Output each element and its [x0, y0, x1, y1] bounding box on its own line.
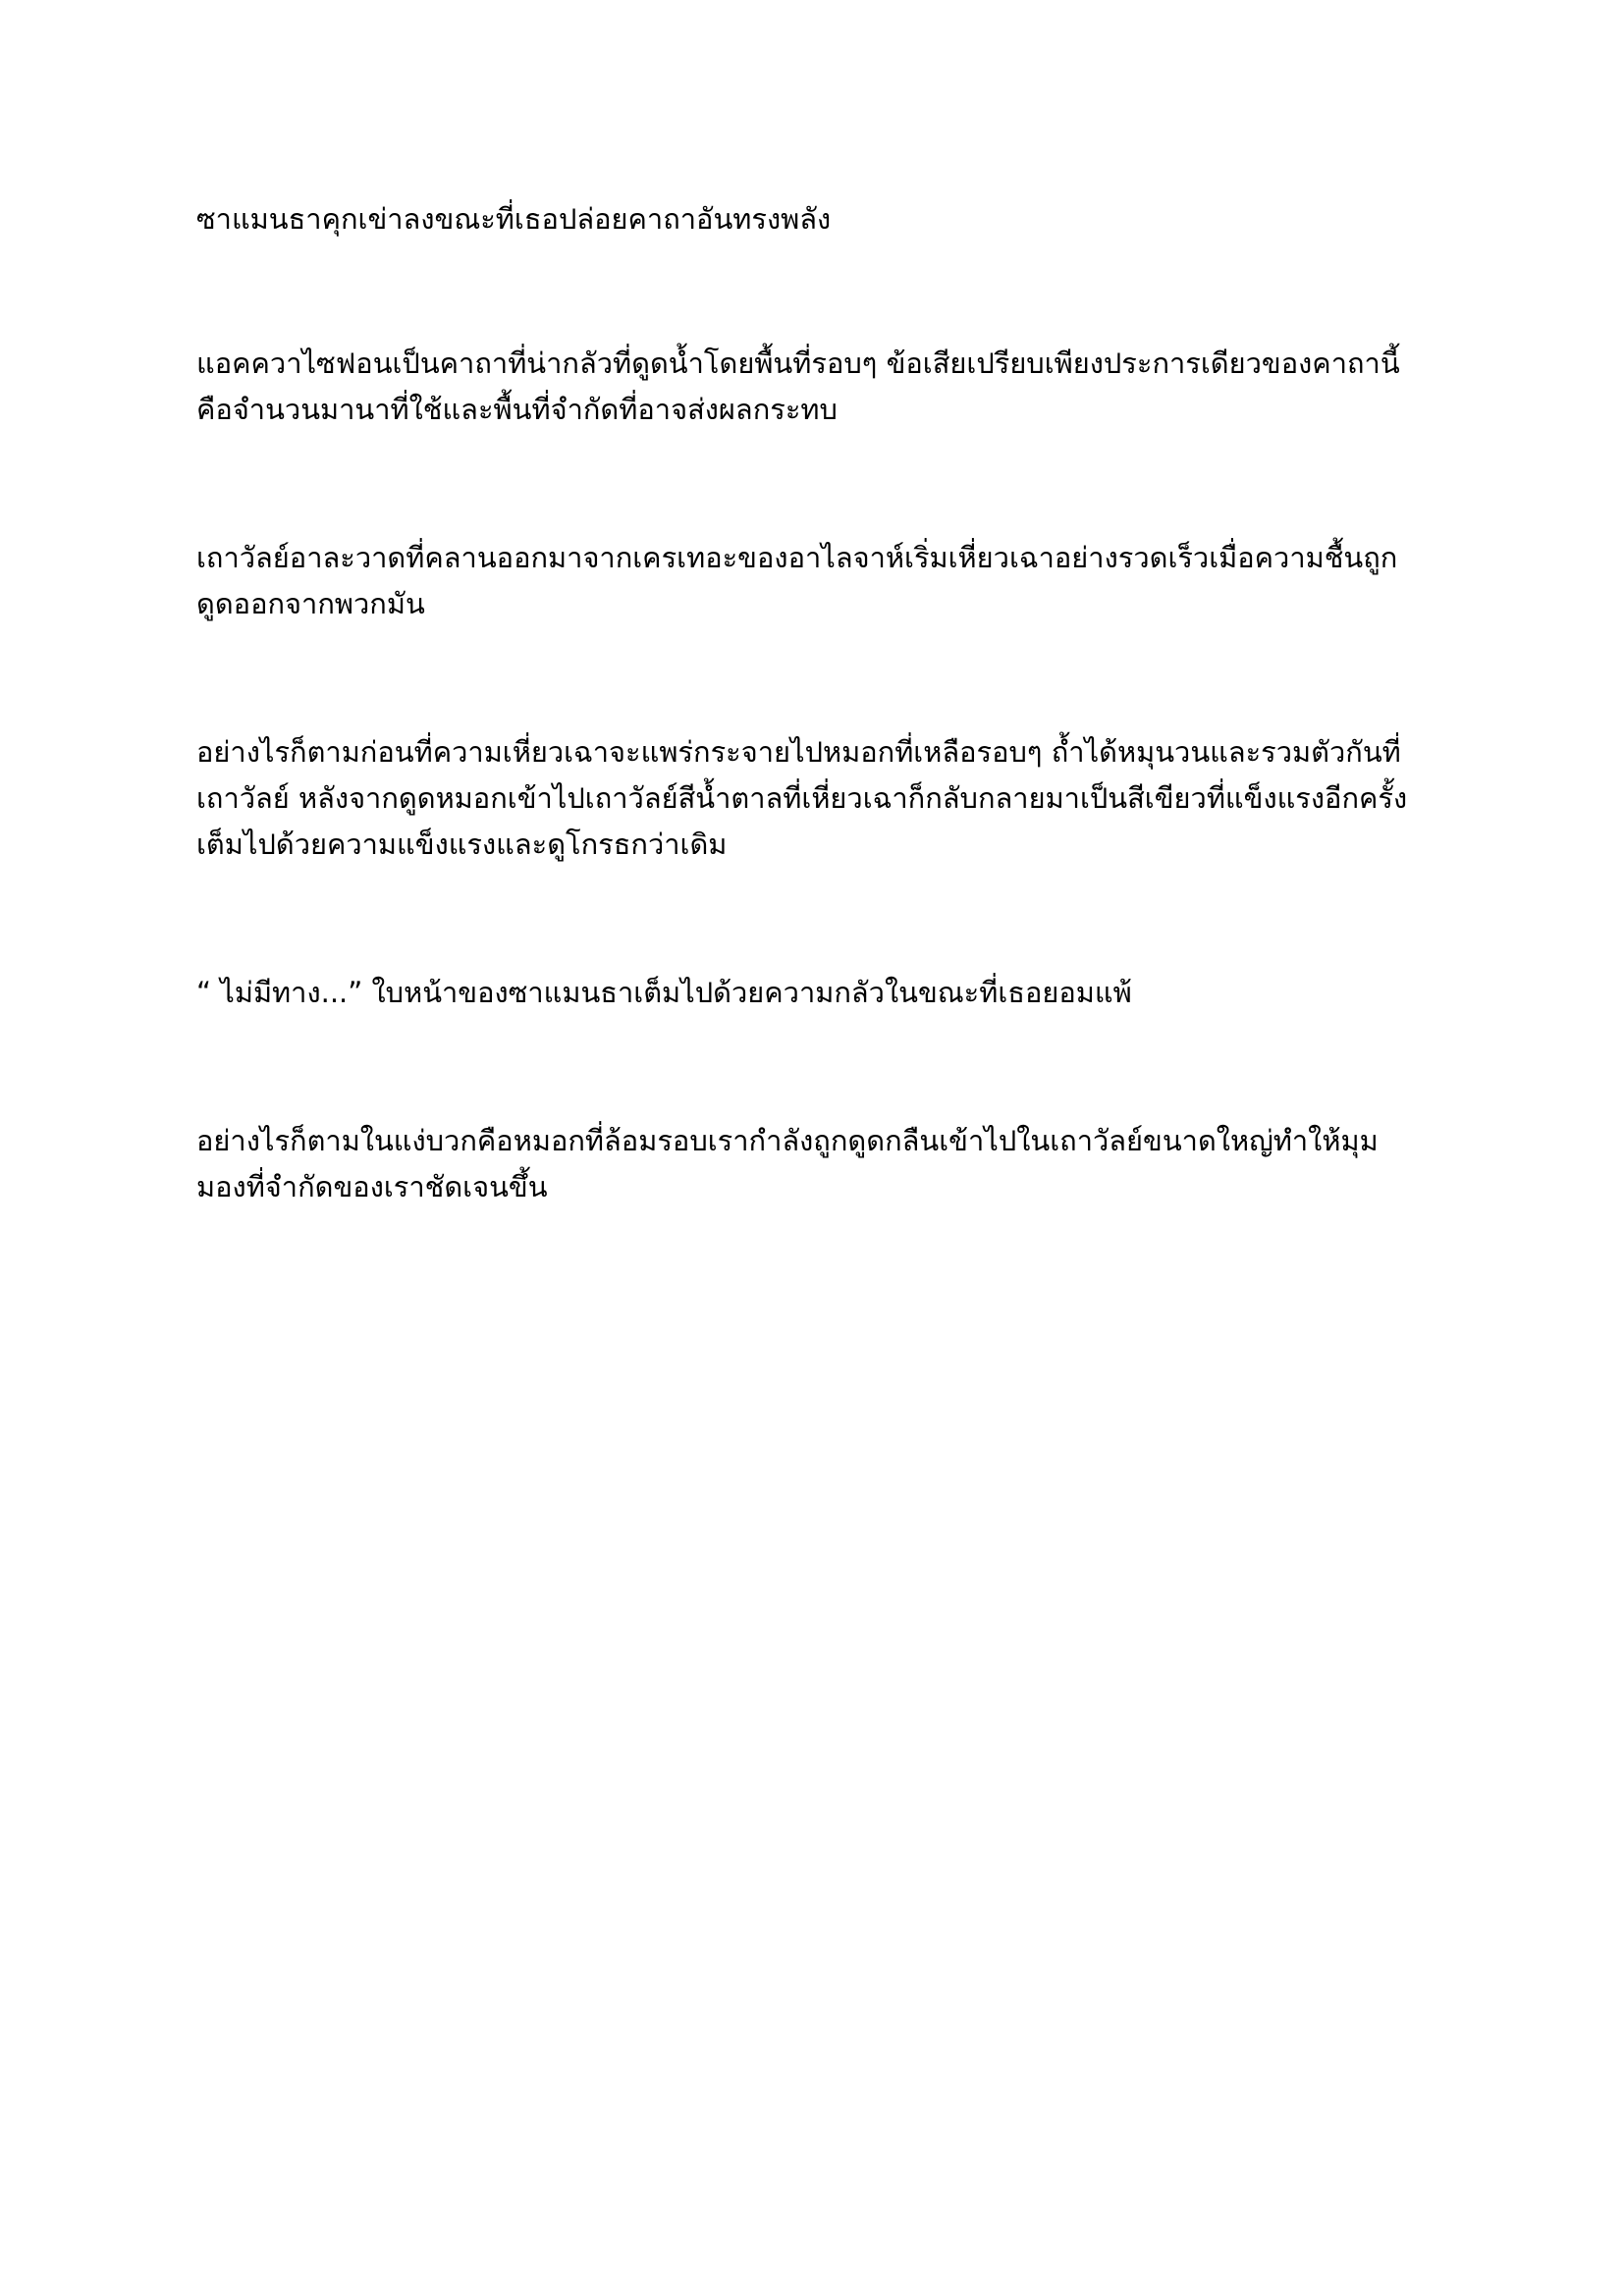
paragraph-4: อย่างไรก็ตามก่อนที่ความเหี่ยวเฉาจะแพร่กระจายไปหมอกที่เหลือรอบๆ ถ้ำได้หมุนวนและรวมตัวกันที่เถาวัลย์ หลังจากดูดหมอกเข้าไปเถาวัลย์สีน้ำตาลที่เหี่ยวเฉาก็กลับกลายมาเป็นสีเขียวที่แข็งแรงอีกครั้งเต็มไปด้วยความแข็งแรงและดูโกรธกว่าเดิม: [196, 734, 1408, 861]
paragraph-spacer: [196, 1016, 1418, 1118]
paragraph-spacer: [196, 433, 1418, 535]
paragraph-1: ซาแมนธาคุกเข่าลงขณะที่เธอปล่อยคาถาอันทรงพลัง: [196, 202, 832, 236]
paragraph-5: “ ไม่มีทาง...” ใบหน้าของซาแมนธาเต็มไปด้วยความกลัวในขณะที่เธอยอมแพ้: [196, 975, 1132, 1009]
paragraph-2: แอคควาไซฟอนเป็นคาถาที่น่ากลัวที่ดูดน้ำโดยพื้นที่รอบๆ ข้อเสียเปรียบเพียงประการเดียวของคาถานี้คือจำนวนมานาที่ใช้และพื้นที่จำกัดที่อาจส่งผลกระทบ: [196, 346, 1400, 426]
document-body: [196, 196, 1418, 1210]
paragraph-6: อย่างไรก็ตามในแง่บวกคือหมอกที่ล้อมรอบเรากำลังถูกดูดกลืนเข้าไปในเถาวัลย์ขนาดใหญ่ทำให้มุมมองที่จำกัดของเราชัดเจนขึ้น: [196, 1123, 1379, 1203]
paragraph-spacer: [196, 627, 1418, 729]
paragraph-spacer: [196, 242, 1418, 341]
paragraph-spacer: [196, 868, 1418, 970]
paragraph-3: เถาวัลย์อาละวาดที่คลานออกมาจากเครเทอะของอาไลจาห์เริ่มเหี่ยวเฉาอย่างรวดเร็วเมื่อความชื้นถูกดูดออกจากพวกมัน: [196, 540, 1398, 620]
